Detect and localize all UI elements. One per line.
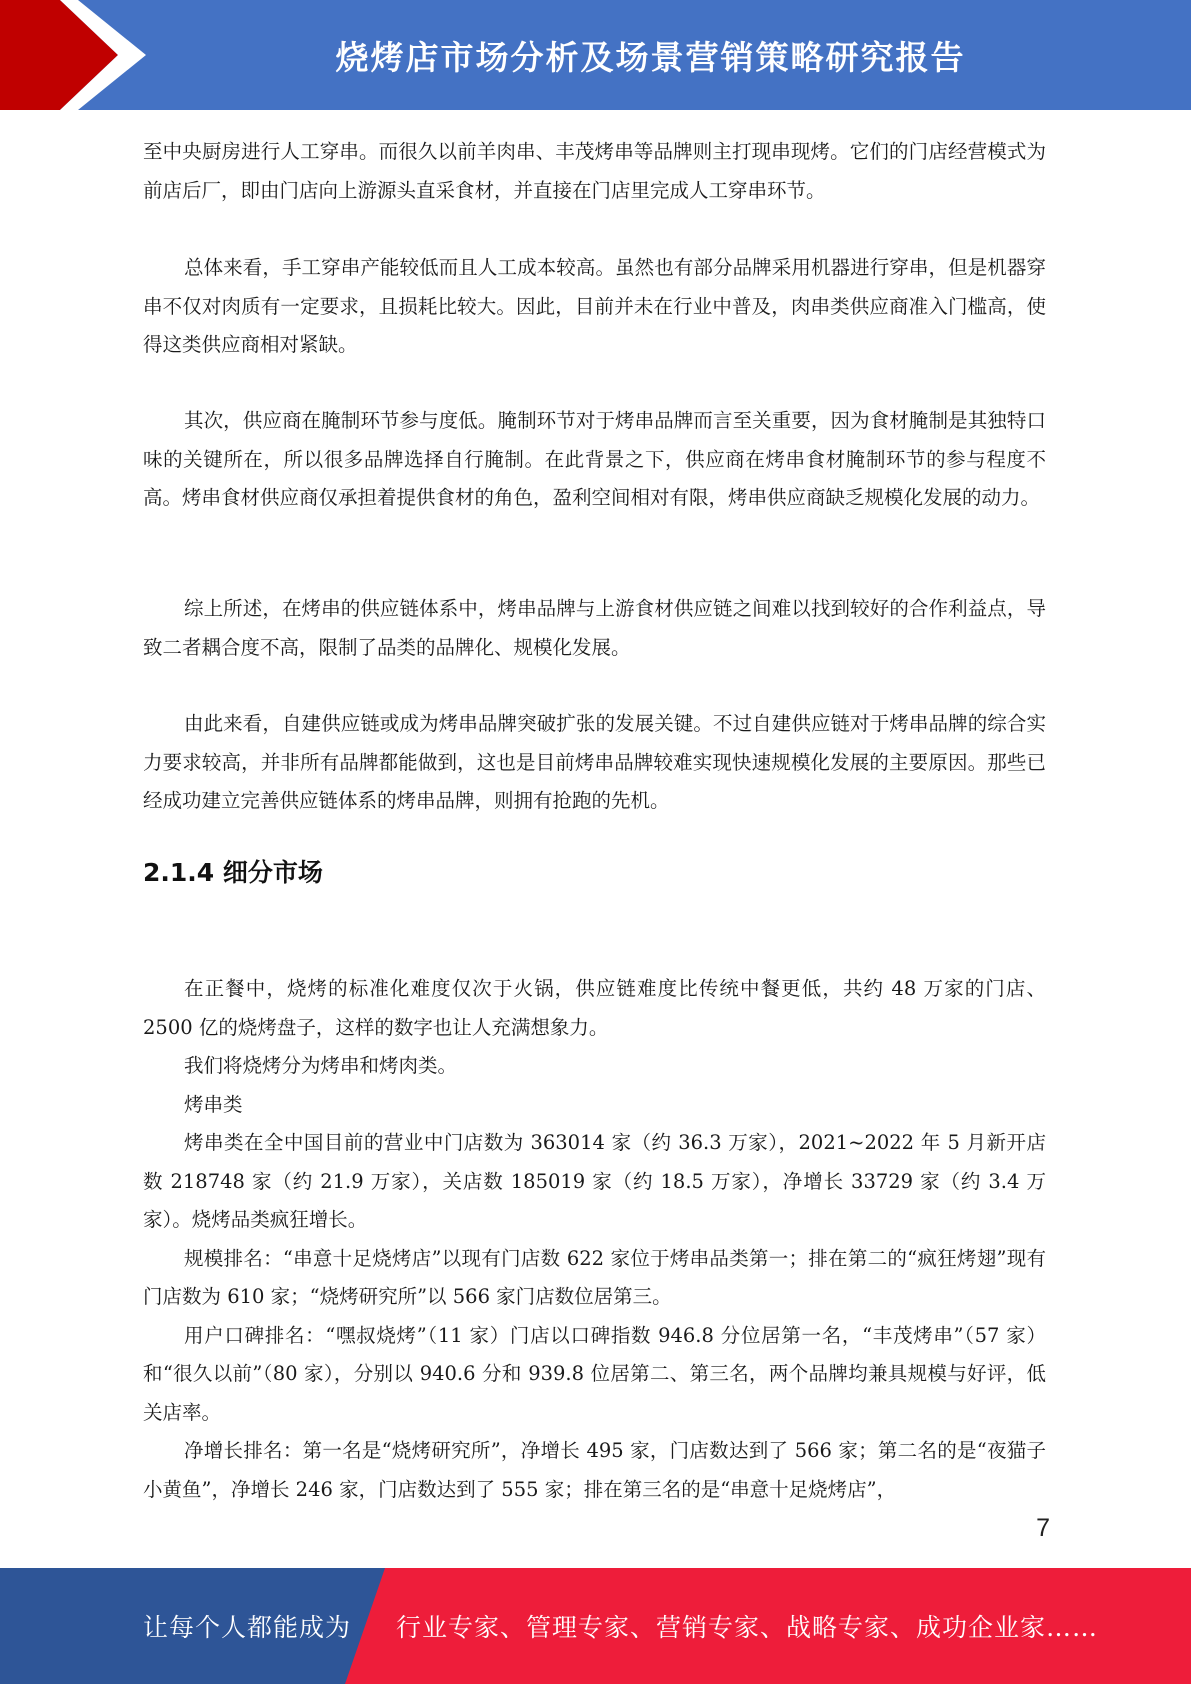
section-paragraph-2: 我们将烧烤分为烤串和烤肉类。 (184, 1054, 458, 1077)
paragraph-4 (143, 590, 1046, 667)
footer-slogan-right: 行业专家、管理专家、营销专家、战略专家、成功企业家…… (396, 1613, 1099, 1642)
paragraph-text: 至中央厨房进行人工穿串。而很久以前羊肉串、丰茂烤串等品牌则主打现串现烤。它们的门店经营模式为前店后厂，即由门店向上游源头直采食材，并直接在门店里完成人工穿串环节。 (143, 140, 1046, 202)
section-heading: 2.1.4 细分市场 (143, 858, 323, 887)
footer-slogan-left: 让每个人都能成为 (143, 1613, 352, 1642)
paragraph-1 (143, 133, 1046, 210)
section-paragraph-7: 净增长排名：第一名是“烧烤研究所”，净增长 495 家，门店数达到了 566 家；第二名的是“夜猫子小黄鱼”，净增长 246 家，门店数达到了 555 家；排在第三名的是“串意十足烧烤店”， (143, 1439, 1046, 1501)
section-paragraph-4: 烤串类在全中国目前的营业中门店数为 363014 家（约 36.3 万家），2021~2022 年 5 月新开店数 218748 家（约 21.9 万家），关店数 185019 家（约 18.5 万家），净增长 33729 家（约 3.4 万家）。烧烤品类疯狂增长。 (143, 1131, 1046, 1231)
report-title: 烧烤店市场分析及场景营销策略研究报告 (335, 37, 966, 77)
paragraph-5 (143, 705, 1046, 821)
paragraph-text: 其次，供应商在腌制环节参与度低。腌制环节对于烤串品牌而言至关重要，因为食材腌制是其独特口味的关键所在，所以很多品牌选择自行腌制。在此背景之下，供应商在烤串食材腌制环节的参与程度不高。烤串食材供应商仅承担着提供食材的角色，盈利空间相对有限，烤串供应商缺乏规模化发展的动力。 (143, 409, 1046, 509)
paragraph-3 (143, 402, 1046, 518)
section-paragraph-5: 规模排名：“串意十足烧烤店”以现有门店数 622 家位于烤串品类第一；排在第二的“疯狂烤翅”现有门店数为 610 家；“烧烤研究所”以 566 家门店数位居第三。 (143, 1246, 1046, 1308)
section-paragraph-1: 在正餐中，烧烤的标准化难度仅次于火锅，供应链难度比传统中餐更低，共约 48 万家的门店、2500 亿的烧烤盘子，这样的数字也让人充满想象力。 (143, 977, 1046, 1039)
paragraph-text: 总体来看，手工穿串产能较低而且人工成本较高。虽然也有部分品牌采用机器进行穿串，但是机器穿串不仅对肉质有一定要求，且损耗比较大。因此，目前并未在行业中普及，肉串类供应商准入门槛高，使得这类供应商相对紧缺。 (143, 256, 1046, 356)
header-arrow-icon (0, 0, 160, 110)
page-number: 7 (1036, 1514, 1050, 1542)
paragraph-text: 由此来看，自建供应链或成为烤串品牌突破扩张的发展关键。不过自建供应链对于烤串品牌的综合实力要求较高，并非所有品牌都能做到，这也是目前烤串品牌较难实现快速规模化发展的主要原因。那些已经成功建立完善供应链体系的烤串品牌，则拥有抢跑的先机。 (143, 712, 1046, 812)
page-footer (0, 1568, 1191, 1684)
paragraph-2 (143, 249, 1046, 365)
section-paragraph-6: 用户口碑排名：“嘿叔烧烤”（11 家）门店以口碑指数 946.8 分位居第一名，“丰茂烤串”（57 家）和“很久以前”（80 家），分别以 940.6 分和 939.8 位居第二、第三名，两个品牌均兼具规模与好评，低关店率。 (143, 1323, 1046, 1424)
paragraph-text: 综上所述，在烤串的供应链体系中，烤串品牌与上游食材供应链之间难以找到较好的合作利益点，导致二者耦合度不高，限制了品类的品牌化、规模化发展。 (143, 597, 1046, 659)
page-header (0, 0, 1191, 110)
section-body (143, 970, 1046, 1509)
section-paragraph-3: 烤串类 (184, 1092, 243, 1116)
